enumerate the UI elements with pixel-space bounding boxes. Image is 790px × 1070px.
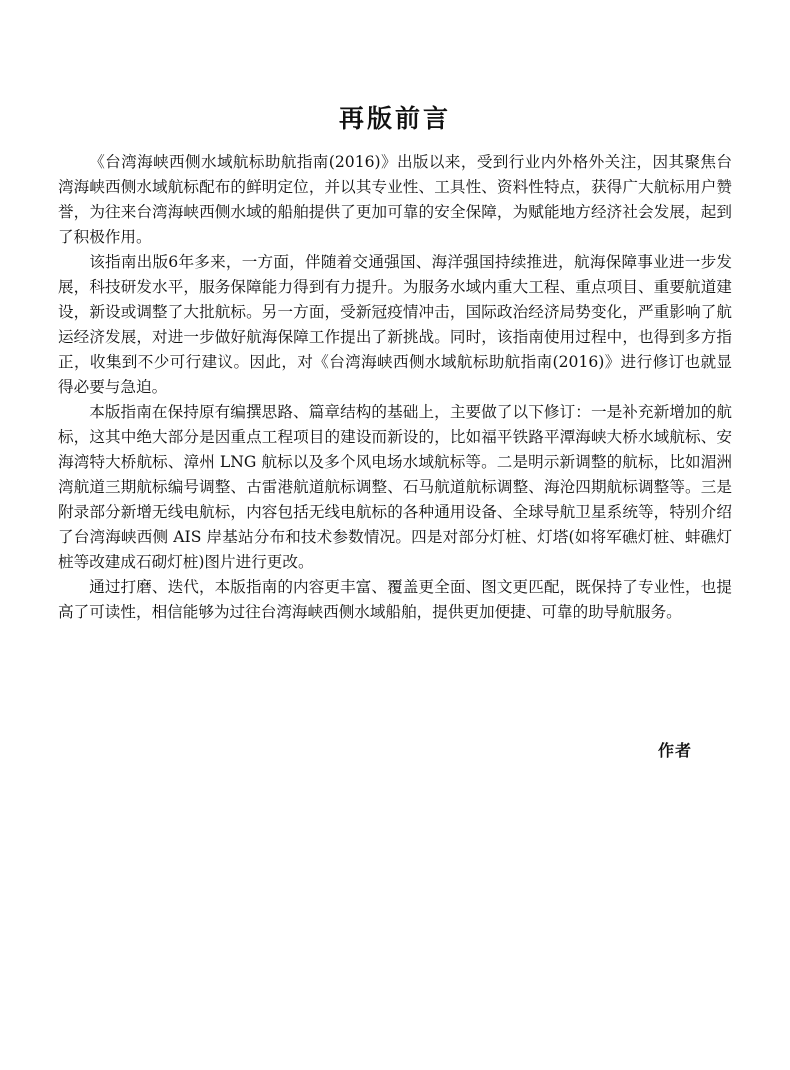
paragraph-2: 该指南出版6年多来，一方面，伴随着交通强国、海洋强国持续推进，航海保障事业进一步发展，科技研发水平，服务保障能力得到有力提升。为服务水域内重大工程、重点项目、重要航道建设，新设或调整了大批航标。另一方面，受新冠疫情冲击，国际政治经济局势变化，严重影响了航运经济发展，对进一步做好航海保障工作提出了新挑战。同时，该指南使用过程中，也得到多方指正，收集到不少可行建议。因此，对《台湾海峡西侧水域航标助航指南(2016)》进行修订也就显得必要与急迫。 — [58, 253, 732, 396]
preface-body — [58, 150, 732, 625]
paragraph-1: 《台湾海峡西侧水域航标助航指南(2016)》出版以来，受到行业内外格外关注，因其聚焦台湾海峡西侧水域航标配布的鲜明定位，并以其专业性、工具性、资料性特点，获得广大航标用户赞誉，为往来台湾海峡西侧水域的船舶提供了更加可靠的安全保障，为赋能地方经济社会发展，起到了积极作用。 — [58, 153, 732, 246]
paragraph-4: 通过打磨、迭代，本版指南的内容更丰富、覆盖更全面、图文更匹配，既保持了专业性，也提高了可读性，相信能够为过往台湾海峡西侧水域船舶，提供更加便捷、可靠的助导航服务。 — [58, 578, 732, 621]
author-signature: 作者 — [657, 741, 692, 760]
page-title: 再版前言 — [338, 103, 451, 133]
paragraph-3: 本版指南在保持原有编撰思路、篇章结构的基础上，主要做了以下修订：一是补充新增加的航标，这其中绝大部分是因重点工程项目的建设而新设的，比如福平铁路平潭海峡大桥水域航标、安海湾特大桥航标、漳州 LNG 航标以及多个风电场水域航标等。二是明示新调整的航标，比如湄洲湾航道三期航标编号调整、古雷港航道航标调整、石马航道航标调整、海沧四期航标调整等。三是附录部分新增无线电航标，内容包括无线电航标的各种通用设备、全球导航卫星系统等，特别介绍了台湾海峡西侧 AIS 岸基站分布和技术参数情况。四是对部分灯桩、灯塔(如将军礁灯桩、蚌礁灯桩等改建成石砌灯桩)图片进行更改。 — [58, 403, 732, 571]
